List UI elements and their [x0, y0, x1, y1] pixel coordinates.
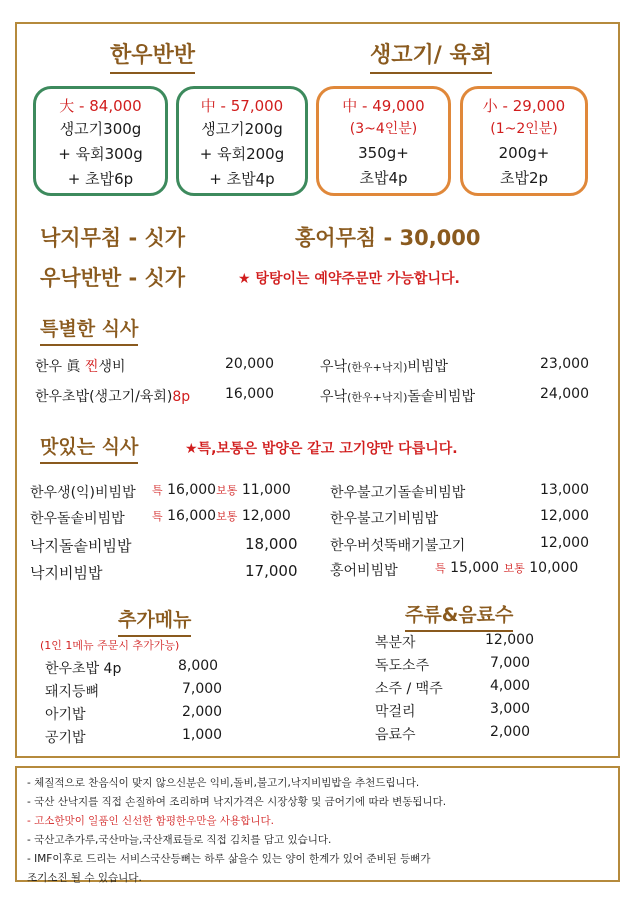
item-name: 돼지등뼈 [45, 684, 100, 700]
special-item-hanwoo-jjin [35, 356, 126, 376]
combo-line: 생고기300g [59, 120, 142, 138]
drink-item [375, 678, 443, 698]
item-name: 공기밥 [45, 730, 86, 746]
section-title-special-meal: 특별한 식사 [40, 314, 138, 346]
combo-box-medium [176, 86, 308, 196]
drink-item [375, 632, 416, 652]
item-name: 한우버섯뚝배기불고기 [330, 538, 466, 554]
tasty-item [30, 508, 125, 528]
combo-price: 小 - 29,000 [482, 97, 566, 115]
note-line: - 고소한맛이 일품인 신선한 함평한우만을 사용합니다. [27, 815, 274, 827]
combo-line: + 초밥4p [209, 170, 275, 188]
tag-special: 특 [152, 484, 163, 497]
combo-price: 中 - 49,000 [342, 97, 425, 115]
tasty-item-prices [435, 560, 578, 576]
nakji-muchim: 낙지무침 - 싯가 [40, 226, 186, 250]
item-name: 한우돌솥비빔밥 [30, 511, 125, 527]
section-title-extra-menu: 추가메뉴 [118, 605, 191, 637]
tasty-item [330, 482, 465, 502]
item-price: 3,000 [490, 701, 531, 717]
item-price: 2,000 [490, 724, 531, 740]
combo-servings: (1~2인분) [490, 121, 558, 137]
combo-line: 생고기200g [201, 120, 283, 138]
tag-regular: 보통 [216, 510, 238, 523]
note-line: - IMF이후로 드리는 서비스국산등뼈는 하루 삶을수 있는 양이 한계가 있어 준비된 등뼈가 [27, 853, 431, 865]
tasty-item-prices [152, 482, 291, 498]
item-price: 7,000 [182, 681, 223, 697]
tag-regular: 보통 [216, 484, 238, 497]
item-name: 낙지비빔밥 [30, 564, 103, 582]
note-line: - 체질적으로 찬음식이 맞지 않으신분은 익비,돌비,불고기,낙지비빔밥을 추천드립니다. [27, 777, 420, 789]
section-title-drinks: 주류&음료수 [405, 600, 513, 632]
price-regular: 12,000 [241, 508, 291, 524]
item-name: 복분자 [375, 635, 416, 651]
tag-regular: 보통 [503, 562, 525, 575]
combo-price: 中 - 57,000 [200, 97, 284, 115]
item-name-suffix: 돌솥비빔밥 [407, 389, 475, 405]
tasty-item-prices [152, 508, 291, 524]
special-item-hanwoo-sushi [35, 386, 190, 406]
item-name: 한우초밥(생고기/육회) [35, 389, 173, 405]
tasty-item [30, 535, 131, 556]
item-price: 18,000 [245, 535, 298, 553]
tasty-portion-note: ★특,보통은 밥양은 같고 고기양만 다릅니다. [185, 441, 458, 457]
unak-banban: 우낙반반 - 싯가 [40, 266, 186, 290]
note-text: (1인 1메뉴 주문시 추가가능) [40, 639, 180, 652]
item-highlight: 찐 [84, 359, 99, 375]
note-line: 조기소진 될 수 있습니다. [27, 872, 142, 884]
item-name: 음료수 [375, 727, 416, 743]
item-name: 소주 / 맥주 [375, 681, 443, 697]
price-special: 16,000 [167, 482, 217, 498]
item-price: 17,000 [245, 562, 298, 580]
combo-servings: (3~4인분) [349, 121, 418, 137]
item-name: 한우초밥 4p [45, 661, 122, 677]
extra-item [45, 658, 121, 678]
item-price: 8,000 [178, 658, 219, 674]
item-name: 아기밥 [45, 707, 86, 723]
item-price: 2,000 [182, 704, 223, 720]
item-name: 우낙 [320, 389, 348, 405]
extra-menu-note [40, 637, 179, 653]
note-line: - 국산 산낙지를 직접 손질하여 조리하며 낙지가격은 시장상황 및 금어기에 따라 변동됩니다. [27, 796, 447, 808]
combo-line: 초밥2p [499, 169, 549, 187]
extra-item [45, 727, 86, 747]
combo-line: 350g+ [358, 144, 409, 162]
item-name: 한우불고기돌솥비빔밥 [330, 485, 466, 501]
combo-line: + 초밥6p [67, 170, 134, 188]
price-regular: 11,000 [241, 482, 291, 498]
combo-price: 大 - 84,000 [59, 97, 142, 115]
section-title-raw-yukhoe: 생고기/ 육회 [370, 38, 492, 74]
item-price: 23,000 [540, 356, 589, 372]
item-price: 12,000 [485, 632, 534, 648]
item-price: 12,000 [540, 508, 589, 524]
item-name: 막걸리 [375, 704, 416, 720]
price-special: 16,000 [167, 508, 217, 524]
item-name-suffix: 생비 [98, 359, 126, 375]
combo-line: 200g+ [498, 144, 550, 162]
combo-box-large [33, 86, 168, 196]
drink-item [375, 655, 429, 675]
item-price: 24,000 [540, 386, 589, 402]
item-name: 한우생(익)비빔밥 [30, 485, 136, 501]
item-name-suffix: 비빔밥 [407, 359, 448, 375]
drink-item [375, 701, 416, 721]
item-detail: (한우+낙지) [347, 391, 408, 404]
extra-item [45, 681, 99, 701]
item-price: 12,000 [540, 535, 589, 551]
combo-line: + 육회200g [199, 145, 285, 163]
tasty-item [330, 560, 398, 580]
note-line: - 국산고추가루,국산마늘,국산재료들로 직접 김치를 담고 있습니다. [27, 834, 332, 846]
tasty-item [330, 508, 438, 528]
item-highlight: 8p [172, 389, 191, 405]
combo-line: + 육회300g [58, 145, 143, 163]
combo-line: 초밥4p [359, 169, 408, 187]
special-item-unak-bibimbap [320, 356, 448, 376]
tag-special: 특 [152, 510, 163, 523]
tangtang-notice: ★ 탕탕이는 예약주문만 가능합니다. [238, 271, 460, 287]
section-title-tasty-meal: 맛있는 식사 [40, 432, 138, 464]
item-price: 7,000 [490, 655, 531, 671]
item-name: 한우 眞 [35, 359, 85, 375]
extra-item [45, 704, 86, 724]
section-title-hanwoo-banban: 한우반반 [110, 38, 195, 74]
item-price: 13,000 [540, 482, 589, 498]
combo-box-raw-small [460, 86, 588, 196]
tasty-item [30, 562, 102, 583]
item-price: 1,000 [182, 727, 223, 743]
item-price: 20,000 [225, 356, 274, 372]
price-regular: 10,000 [529, 560, 579, 576]
tasty-item [30, 482, 136, 502]
item-detail: (한우+낙지) [347, 361, 408, 374]
tasty-item [330, 535, 465, 555]
item-name: 한우불고기비빔밥 [330, 511, 439, 527]
price-special: 15,000 [450, 560, 500, 576]
hongeo-muchim: 홍어무침 - 30,000 [295, 226, 481, 250]
combo-box-raw-medium [316, 86, 451, 196]
item-price: 4,000 [490, 678, 531, 694]
item-name: 낙지돌솥비빔밥 [30, 537, 132, 555]
item-name: 홍어비빔밥 [330, 563, 398, 579]
notes-box [15, 766, 620, 882]
item-name: 우낙 [320, 359, 348, 375]
item-name: 독도소주 [375, 658, 430, 674]
tag-special: 특 [435, 562, 446, 575]
item-price: 16,000 [225, 386, 274, 402]
special-item-unak-dolsot [320, 386, 475, 406]
drink-item [375, 724, 416, 744]
